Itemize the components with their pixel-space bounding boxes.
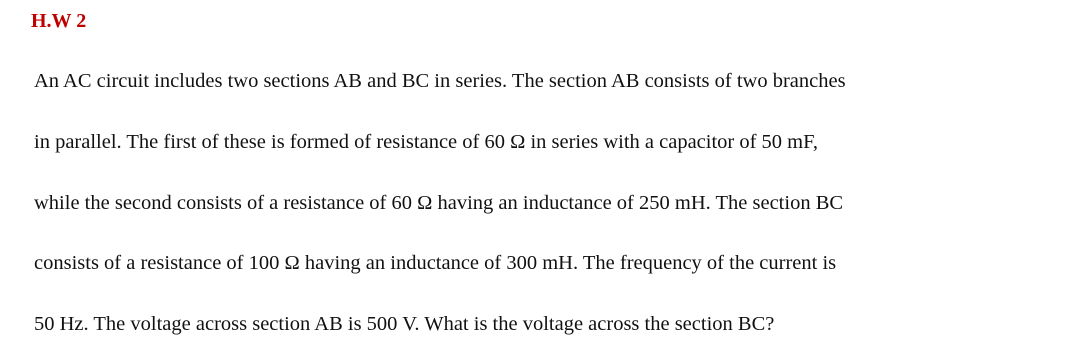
problem-line: while the second consists of a resistance of 60 Ω having an inductance of 250 mH. The section BC xyxy=(34,192,844,214)
problem-line: 50 Hz. The voltage across section AB is 500 V. What is the voltage across the section BC? xyxy=(34,313,775,335)
homework-title: H.W 2 xyxy=(31,10,87,32)
problem-line: An AC circuit includes two sections AB and BC in series. The section AB consists of two branches xyxy=(34,70,846,92)
problem-line: in parallel. The first of these is formed of resistance of 60 Ω in series with a capacitor of 50 mF, xyxy=(34,131,819,153)
problem-line: consists of a resistance of 100 Ω having an inductance of 300 mH. The frequency of the current is xyxy=(34,252,837,274)
